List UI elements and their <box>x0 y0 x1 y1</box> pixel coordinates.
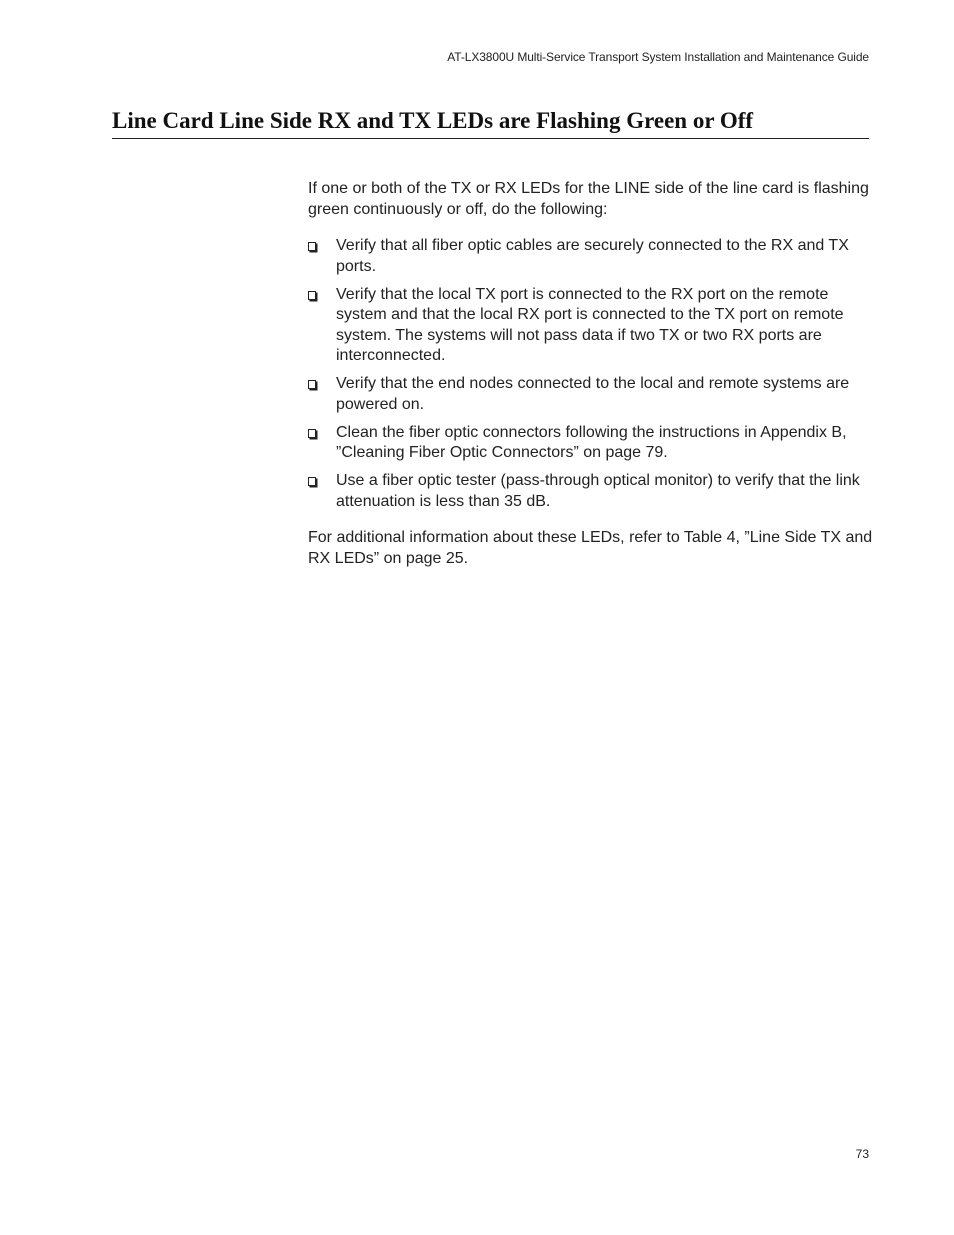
checkbox-square-icon <box>308 429 316 438</box>
page-number: 73 <box>855 1147 869 1161</box>
list-item <box>308 423 873 464</box>
list-item-text: Clean the fiber optic connectors following the instructions in Appendix B, ”Cleaning Fiber Optic Connectors” on page 79. <box>336 423 847 461</box>
list-item-text: Verify that the end nodes connected to the local and remote systems are powered on. <box>336 375 850 413</box>
list-item-text: Use a fiber optic tester (pass-through optical monitor) to verify that the link attenuation is less than 35 dB. <box>336 472 860 510</box>
body-text <box>308 179 873 569</box>
list-item <box>308 471 873 512</box>
troubleshooting-checklist <box>308 236 873 512</box>
list-item-text: Verify that all fiber optic cables are securely connected to the RX and TX ports. <box>336 237 849 275</box>
list-item-text: Verify that the local TX port is connected to the RX port on the remote system and that the local RX port is connected to the TX port on remote system. The systems will not pass data if two TX or two RX ports are interconnected. <box>336 285 844 364</box>
list-item <box>308 285 873 367</box>
section-title: Line Card Line Side RX and TX LEDs are Flashing Green or Off <box>112 108 869 139</box>
closing-paragraph: For additional information about these LEDs, refer to Table 4, ”Line Side TX and RX LEDs” on page 25. <box>308 529 873 567</box>
checkbox-square-icon <box>308 242 316 251</box>
list-item <box>308 236 873 277</box>
list-item <box>308 374 873 415</box>
running-header: AT-LX3800U Multi-Service Transport System Installation and Maintenance Guide <box>447 50 869 64</box>
intro-paragraph: If one or both of the TX or RX LEDs for the LINE side of the line card is flashing green continuously or off, do the following: <box>308 180 869 218</box>
checkbox-square-icon <box>308 380 316 389</box>
checkbox-square-icon <box>308 477 316 486</box>
checkbox-square-icon <box>308 291 316 300</box>
